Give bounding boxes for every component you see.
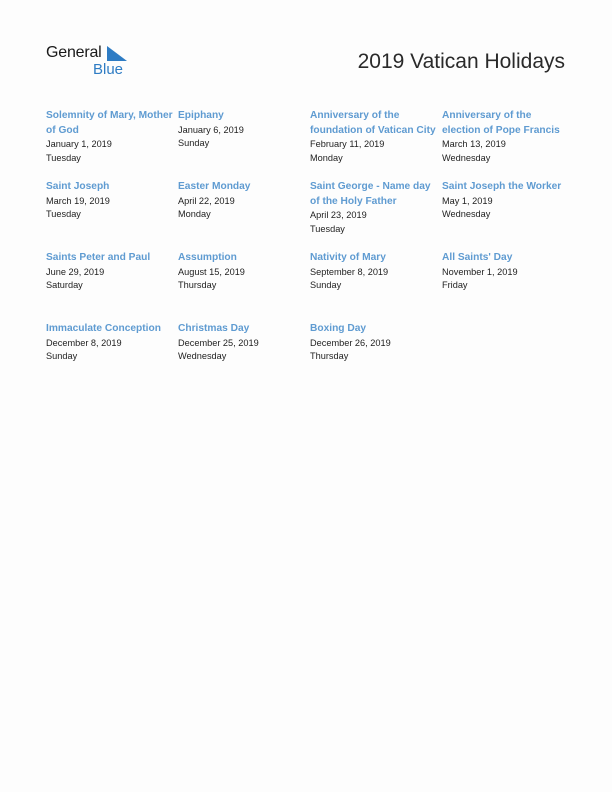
holiday-item xyxy=(178,180,310,251)
holiday-date: January 6, 2019 xyxy=(178,124,244,135)
holiday-date: April 23, 2019 xyxy=(310,210,367,220)
holiday-item xyxy=(46,180,178,251)
holiday-weekday: Tuesday xyxy=(46,152,81,163)
holiday-name: Anniversary of the election of Pope Francis xyxy=(442,110,560,136)
holiday-name: Epiphany xyxy=(178,110,224,121)
holiday-name: All Saints' Day xyxy=(442,252,513,263)
holiday-weekday: Thursday xyxy=(178,280,217,290)
holiday-item xyxy=(46,109,178,180)
holiday-weekday: Monday xyxy=(310,152,343,163)
holiday-name: Solemnity of Mary, Mother of God xyxy=(46,110,173,136)
holiday-date: December 8, 2019 xyxy=(46,337,122,348)
holiday-date: December 25, 2019 xyxy=(178,337,259,348)
holiday-name: Immaculate Conception xyxy=(46,323,161,334)
holiday-item xyxy=(46,322,178,393)
holiday-item xyxy=(310,322,442,393)
holiday-weekday: Friday xyxy=(442,280,468,290)
logo-word-general: General xyxy=(46,44,102,61)
holiday-date: March 13, 2019 xyxy=(442,139,506,149)
holiday-date: April 22, 2019 xyxy=(178,195,235,206)
holiday-item xyxy=(310,251,442,322)
holiday-name: Christmas Day xyxy=(178,323,250,334)
holiday-name: Saints Peter and Paul xyxy=(46,252,151,263)
holiday-date: September 8, 2019 xyxy=(310,266,389,277)
holiday-name: Nativity of Mary xyxy=(310,252,386,263)
holiday-item xyxy=(310,109,442,180)
holiday-date: March 19, 2019 xyxy=(46,195,110,206)
holiday-weekday: Tuesday xyxy=(46,209,81,219)
holiday-weekday: Wednesday xyxy=(442,209,491,219)
holiday-date: May 1, 2019 xyxy=(442,195,493,206)
holiday-date: January 1, 2019 xyxy=(46,139,112,149)
holiday-weekday: Saturday xyxy=(46,280,83,290)
holiday-weekday: Sunday xyxy=(310,280,342,290)
logo-word-blue: Blue xyxy=(93,61,124,78)
holiday-item xyxy=(310,180,442,251)
page-title: 2019 Vatican Holidays xyxy=(357,50,565,73)
holiday-weekday: Wednesday xyxy=(442,152,491,163)
holiday-weekday: Sunday xyxy=(46,351,78,361)
logo-triangle-icon xyxy=(107,46,127,61)
generalblue-logo[interactable] xyxy=(46,44,136,80)
holiday-name: Saint Joseph xyxy=(46,181,110,192)
holiday-name: Anniversary of the foundation of Vatican City xyxy=(310,110,436,136)
holiday-weekday: Sunday xyxy=(178,138,210,148)
holiday-grid xyxy=(46,109,574,393)
holiday-weekday: Thursday xyxy=(310,351,349,361)
holiday-name: Assumption xyxy=(178,252,237,263)
holiday-item xyxy=(442,180,574,251)
holiday-weekday: Tuesday xyxy=(310,223,345,234)
holiday-name: Easter Monday xyxy=(178,181,251,192)
holiday-weekday: Monday xyxy=(178,209,211,219)
holiday-item xyxy=(178,251,310,322)
holiday-name: Saint Joseph the Worker xyxy=(442,181,562,192)
holiday-name: Saint George - Name day of the Holy Father xyxy=(310,181,431,207)
holiday-date: November 1, 2019 xyxy=(442,266,518,277)
holiday-item xyxy=(442,251,574,322)
holiday-item xyxy=(178,322,310,393)
holiday-date: August 15, 2019 xyxy=(178,266,245,277)
holiday-weekday: Wednesday xyxy=(178,351,227,361)
holiday-date: February 11, 2019 xyxy=(310,139,385,149)
holiday-item xyxy=(442,109,574,180)
holiday-date: December 26, 2019 xyxy=(310,337,391,348)
holiday-name: Boxing Day xyxy=(310,323,367,334)
holiday-date: June 29, 2019 xyxy=(46,266,105,277)
holiday-item xyxy=(178,109,310,180)
holiday-item xyxy=(46,251,178,322)
